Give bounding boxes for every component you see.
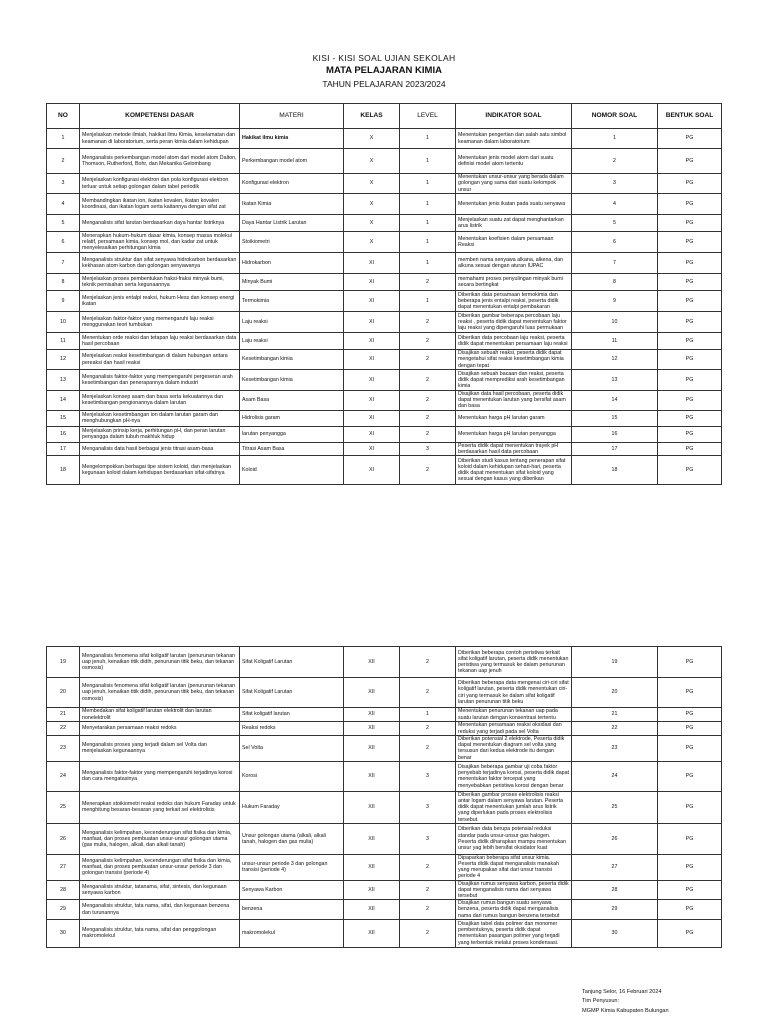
cell-indikator: Menentukan pengertian dan salah satu simbol keamanan dalam laboratorium	[456, 129, 572, 149]
cell-nomor: 9	[572, 291, 658, 312]
cell-kompetensi: Menjelaskan jenis entalpi reaksi, hukum Hess dan konsep energi ikatan	[80, 291, 240, 312]
cell-nomor: 25	[572, 791, 658, 823]
cell-kelas: XI	[344, 410, 400, 426]
cell-level: 1	[400, 129, 456, 149]
cell-indikator: Disajikan beberapa gambar uji coba faktor penyebab terjadinya korosi, peserta didik dapat menentukan faktor tercepat yang menyebabkan peristiwa korosi dengan benar	[456, 761, 572, 791]
cell-no: 12	[47, 350, 80, 370]
cell-materi: Laju reaksi	[240, 333, 344, 350]
cell-kelas: XII	[344, 647, 400, 678]
cell-bentuk: PG	[658, 391, 722, 411]
cell-kompetensi: Menjelaskan reaksi kesetimbangan di dalam hubungan antara pereaksi dan hasil reaksi	[80, 350, 240, 370]
cell-kompetensi: Menjelaskan faktor-faktor yang memengaruhi laju reaksi menggunakan teori tumbukan	[80, 312, 240, 333]
cell-indikator: Disajikan rumus bangun suatu senyawa benzena, peserta didik dapat menganalisis nama dari rumus bangun benzena tersebut	[456, 900, 572, 920]
cell-no: 27	[47, 854, 80, 880]
cell-kompetensi: Menganalisis struktur, tata nama, sifat, dan kegunaan benzena dan turunannya	[80, 900, 240, 920]
cell-indikator: Menentukan unsur-unsur yang berada dalam golongan yang sama dari suatu kelompok unsur	[456, 174, 572, 194]
kisi-table-page1	[46, 103, 722, 485]
cell-nomor: 4	[572, 194, 658, 215]
cell-materi: Asam Basa	[240, 391, 344, 411]
cell-materi: Korosi	[240, 761, 344, 791]
cell-nomor: 10	[572, 312, 658, 333]
cell-kompetensi: Menjelaskan kesetimbangan ion dalam larutan garam dan menghubungkan pH-nya	[80, 410, 240, 426]
cell-level: 1	[400, 194, 456, 215]
col-header-materi: MATERI	[240, 104, 344, 129]
cell-kelas: XI	[344, 391, 400, 411]
cell-materi: benzena	[240, 900, 344, 920]
cell-nomor: 19	[572, 647, 658, 678]
cell-no: 26	[47, 823, 80, 854]
cell-materi: unsur-unsur periode 3 dan golongan transisi (periode 4)	[240, 854, 344, 880]
table-header-row	[47, 104, 722, 129]
cell-materi: makromolekul	[240, 919, 344, 947]
cell-kelas: XI	[344, 312, 400, 333]
cell-kelas: XII	[344, 736, 400, 762]
table-row	[47, 678, 722, 708]
cell-kelas: X	[344, 215, 400, 232]
cell-no: 13	[47, 370, 80, 391]
cell-no: 22	[47, 722, 80, 736]
cell-kompetensi: Menganalisis faktor-faktor yang mempengaruhi pergeseran arah kesetimbangan dan penerapannya dalam industri	[80, 370, 240, 391]
cell-level: 2	[400, 854, 456, 880]
cell-bentuk: PG	[658, 880, 722, 900]
table-row	[47, 149, 722, 174]
cell-level: 1	[400, 174, 456, 194]
cell-no: 11	[47, 333, 80, 350]
cell-kelas: X	[344, 149, 400, 174]
cell-nomor: 7	[572, 253, 658, 274]
col-header-nomor: NOMOR SOAL	[572, 104, 658, 129]
cell-no: 28	[47, 880, 80, 900]
cell-level: 2	[400, 678, 456, 708]
cell-kelas: XI	[344, 274, 400, 291]
cell-bentuk: PG	[658, 708, 722, 722]
cell-nomor: 13	[572, 370, 658, 391]
cell-kelas: XII	[344, 722, 400, 736]
cell-indikator: Menentukan persamaan reaksi oksidasi dan reduksi yang terjadi pada sel Volta	[456, 722, 572, 736]
cell-level: 3	[400, 761, 456, 791]
cell-level: 2	[400, 426, 456, 442]
cell-indikator: Menentukan jenis model atom dari suatu definisi model atom tertentu	[456, 149, 572, 174]
cell-kompetensi: Menganalisis fenomena sifat koligatif larutan (penurunan tekanan uap jenuh, kenaikan titik didih, penurunan titik beku, dan tekanan osmosis)	[80, 647, 240, 678]
table-row	[47, 722, 722, 736]
cell-level: 2	[400, 312, 456, 333]
cell-level: 2	[400, 370, 456, 391]
cell-level: 1	[400, 232, 456, 253]
cell-nomor: 6	[572, 232, 658, 253]
cell-kelas: XI	[344, 426, 400, 442]
table-row	[47, 174, 722, 194]
cell-kelas: XII	[344, 761, 400, 791]
cell-nomor: 27	[572, 854, 658, 880]
col-header-kelas: KELAS	[344, 104, 400, 129]
cell-indikator: Diberikan potensial 2 elektrode, Peserta didik dapat menentukan diagram sel volta yang tersusun dari kedua elektrode itu dengan benar	[456, 736, 572, 762]
table-row	[47, 900, 722, 920]
table-row	[47, 761, 722, 791]
cell-materi: Perkembangan model atom	[240, 149, 344, 174]
cell-materi: Sifat koligatif larutan	[240, 708, 344, 722]
cell-level: 3	[400, 442, 456, 455]
cell-nomor: 28	[572, 880, 658, 900]
cell-nomor: 18	[572, 456, 658, 485]
cell-indikator: Diberikan data persamaan termokimia dan beberapa jenis entalpi reaksi, peserta didik dapat menentukan entalpi pembakaran	[456, 291, 572, 312]
doc-title-subject: MATA PELAJARAN KIMIA	[326, 65, 442, 76]
cell-kompetensi: Menganalisis fenomena sifat koligatif larutan (penurunan tekanan uap jenuh, kenaikan titik didih, penurunan titik beku, dan tekanan osmosis)	[80, 678, 240, 708]
cell-bentuk: PG	[658, 456, 722, 485]
cell-indikator: Disajikan sebuah reaksi, peserta didik dapat mengetahui sifat reaksi kesetimbangan kimia dengan tepat	[456, 350, 572, 370]
kisi-table-page2	[46, 646, 722, 948]
table-row	[47, 253, 722, 274]
cell-no: 4	[47, 194, 80, 215]
table-row	[47, 456, 722, 485]
cell-materi: Minyak Bumi	[240, 274, 344, 291]
table-row	[47, 232, 722, 253]
cell-materi: Hukum Faraday	[240, 791, 344, 823]
cell-indikator: Menentukan koefisien dalam persamaan Reaksi	[456, 232, 572, 253]
cell-materi: Kesetimbangan kimia	[240, 370, 344, 391]
table-row	[47, 919, 722, 947]
cell-no: 16	[47, 426, 80, 442]
cell-indikator: Diberikan studi kasus tentang penerapan sifat koloid dalam kehidupan sehari-hari, peserta didik dapat menentukan sifat koloid yang sesuai dengan kasus yang diberikan	[456, 456, 572, 485]
cell-nomor: 12	[572, 350, 658, 370]
cell-materi: Hidrolisis garam	[240, 410, 344, 426]
table-row	[47, 708, 722, 722]
cell-indikator: Menentukan harga pH larutan penyangga	[456, 426, 572, 442]
table-row	[47, 370, 722, 391]
cell-bentuk: PG	[658, 900, 722, 920]
table-row	[47, 854, 722, 880]
cell-bentuk: PG	[658, 174, 722, 194]
cell-bentuk: PG	[658, 791, 722, 823]
table-row	[47, 823, 722, 854]
cell-no: 24	[47, 761, 80, 791]
col-header-bentuk: BENTUK SOAL	[658, 104, 722, 129]
cell-materi: Konfigurasi elektron	[240, 174, 344, 194]
cell-no: 30	[47, 919, 80, 947]
cell-kelas: XII	[344, 823, 400, 854]
col-header-kompetensi: KOMPETENSI DASAR	[80, 104, 240, 129]
cell-kelas: XII	[344, 678, 400, 708]
col-header-indikator: INDIKATOR SOAL	[456, 104, 572, 129]
cell-bentuk: PG	[658, 410, 722, 426]
cell-no: 18	[47, 456, 80, 485]
cell-indikator: Dipaparkan beberapa sifat unsur kimia. Peserta didik dapat menganalisis manakah yang merupakan sifat dari unsur transisi periode 4	[456, 854, 572, 880]
cell-bentuk: PG	[658, 274, 722, 291]
cell-materi: Reaksi redoks	[240, 722, 344, 736]
cell-indikator: Diberikan data berupa potensial reduksi standar pada unsur-unsur gas halogen. Peserta didik diharapkan mampu menentukan unsur yag lebih bersifat oksidator kuat	[456, 823, 572, 854]
cell-level: 2	[400, 456, 456, 485]
cell-materi: Laju reaksi	[240, 312, 344, 333]
table-row	[47, 391, 722, 411]
table-row	[47, 791, 722, 823]
cell-materi: Koloid	[240, 456, 344, 485]
cell-indikator: Menentukan penurunan tekanan uap pada suatu larutan dengan konsentrasi tertentu	[456, 708, 572, 722]
cell-nomor: 1	[572, 129, 658, 149]
cell-no: 25	[47, 791, 80, 823]
cell-bentuk: PG	[658, 129, 722, 149]
cell-nomor: 26	[572, 823, 658, 854]
cell-kompetensi: Menentukan orde reaksi dan tetapan laju reaksi berdasarkan data hasil percobaan	[80, 333, 240, 350]
table-row	[47, 129, 722, 149]
cell-level: 1	[400, 215, 456, 232]
cell-kompetensi: Menganalisis struktur, tata nama, sifat dan penggolongan makromolekul	[80, 919, 240, 947]
cell-nomor: 20	[572, 678, 658, 708]
doc-title-line1: KISI - KISI SOAL UJIAN SEKOLAH	[312, 53, 456, 63]
cell-nomor: 21	[572, 708, 658, 722]
cell-indikator: Diberikan beberapa contoh peristiwa terkait sifat koligatif larutan, peserta didik menentukan peristiwa yang termasuk ke dalam penurunan tekanan uap jenuh	[456, 647, 572, 678]
table-row	[47, 333, 722, 350]
cell-no: 20	[47, 678, 80, 708]
cell-kompetensi: Menjelaskan proses pembentukan fraksi-fraksi minyak bumi, teknik pemisahan serta kegunaannya	[80, 274, 240, 291]
cell-nomor: 30	[572, 919, 658, 947]
cell-nomor: 29	[572, 900, 658, 920]
cell-indikator: Disajikan data hasil percobaan, peserta didik dapat menentukan larutan yang bersifat asam dan basa	[456, 391, 572, 411]
cell-no: 19	[47, 647, 80, 678]
doc-title-year: TAHUN PELAJARAN 2023/2024	[322, 79, 446, 89]
cell-nomor: 17	[572, 442, 658, 455]
cell-indikator: Diberikan gambar proses elektrolisis reaksi antar logam dalam senyawa larutan. Peserta didik dapat menentukan jumlah arus listrik yang diperlukan pada proses elektrolisis tersebut.	[456, 791, 572, 823]
cell-indikator: Menjelaskan suatu zat dapat menghantarkan arus listrik	[456, 215, 572, 232]
cell-kompetensi: Menjelaskan metode ilmiah, hakikat ilmu Kimia, keselamatan dan keamanan di laboratorium, serta peran kimia dalam kehidupan	[80, 129, 240, 149]
cell-indikator: Disajikan rumus senyawa karbon, peserta didik dapat menganalisis nama dari senyawa tersebut	[456, 880, 572, 900]
cell-bentuk: PG	[658, 678, 722, 708]
cell-level: 2	[400, 274, 456, 291]
cell-materi: Stoikiometri	[240, 232, 344, 253]
cell-no: 2	[47, 149, 80, 174]
cell-bentuk: PG	[658, 291, 722, 312]
cell-level: 2	[400, 736, 456, 762]
cell-kompetensi: Menganalisis kelimpahan, kecenderungan sifat fisika dan kimia, manfaat, dan proses pembuatan unsur-unsur golongan utama (gas mulia, halogen, alkali, dan alkali tanah)	[80, 823, 240, 854]
cell-materi: Kesetimbangan kimia	[240, 350, 344, 370]
cell-level: 2	[400, 900, 456, 920]
cell-kelas: XI	[344, 350, 400, 370]
cell-materi: Sel Volta	[240, 736, 344, 762]
cell-nomor: 14	[572, 391, 658, 411]
cell-bentuk: PG	[658, 312, 722, 333]
cell-kompetensi: Menganalisis struktur, tatanama, sifat, sintesis, dan kegunaan senyawa karbon	[80, 880, 240, 900]
cell-kompetensi: Menganalisis data hasil berbagai jenis titrasi asam-basa	[80, 442, 240, 455]
cell-bentuk: PG	[658, 823, 722, 854]
cell-bentuk: PG	[658, 647, 722, 678]
cell-nomor: 2	[572, 149, 658, 174]
cell-kelas: XII	[344, 919, 400, 947]
team-label: Tim Penyusun:	[582, 998, 620, 1005]
cell-materi: Daya Hantar Listrik Larutan	[240, 215, 344, 232]
cell-no: 3	[47, 174, 80, 194]
cell-indikator: Peserta didik dapat menentukan trayek pH berdasarkan hasil data percobaan	[456, 442, 572, 455]
cell-level: 2	[400, 647, 456, 678]
cell-bentuk: PG	[658, 253, 722, 274]
place-date: Tanjung Selor, 16 Februari 2024	[582, 989, 662, 995]
cell-nomor: 16	[572, 426, 658, 442]
cell-bentuk: PG	[658, 736, 722, 762]
cell-indikator: Disajikan tabel data polimer dan monomer pembentuknya, peserta didik dapat menentukan pasangan polimer yang terjadi yang terbentuk melalui proses kondensasi.	[456, 919, 572, 947]
cell-kelas: XII	[344, 900, 400, 920]
table-row	[47, 647, 722, 678]
cell-bentuk: PG	[658, 919, 722, 947]
cell-bentuk: PG	[658, 854, 722, 880]
cell-bentuk: PG	[658, 215, 722, 232]
cell-kompetensi: Menganalisis perkembangan model atom dari model atom Dalton, Thomson, Rutherford, Bohr, dan Mekanika Gelombang	[80, 149, 240, 174]
cell-materi: Sifat Koligatif Larutan	[240, 678, 344, 708]
document-header	[0, 52, 768, 90]
cell-bentuk: PG	[658, 761, 722, 791]
cell-level: 1	[400, 253, 456, 274]
cell-kelas: XI	[344, 333, 400, 350]
cell-bentuk: PG	[658, 370, 722, 391]
cell-bentuk: PG	[658, 194, 722, 215]
team-org: MGMP Kimia Kabupaten Bulungan	[582, 1007, 669, 1014]
cell-kompetensi: Mengelompokkan berbagai tipe sistem koloid, dan menjelaskan kegunaan koloid dalam kehidupan berdasarkan sifat-sifatnya	[80, 456, 240, 485]
cell-indikator: Diberikan gambar beberapa percobaan laju reaksi , peserta didik dapat menentukan faktor laju reaksi yang dipengaruhi luas permukaan	[456, 312, 572, 333]
cell-bentuk: PG	[658, 232, 722, 253]
cell-materi: Titrasi Asam Basa	[240, 442, 344, 455]
cell-kelas: X	[344, 129, 400, 149]
cell-kelas: XI	[344, 370, 400, 391]
cell-level: 1	[400, 149, 456, 174]
cell-materi: Hakikat ilmu kimia	[240, 129, 344, 149]
cell-indikator: Diberikan beberapa data mengenai ciri-ciri sifat koligatif larutan, peserta didik menentukan ciri-ciri yang termasuk ke dalam sifat koligatif larutan penurunan titik beku	[456, 678, 572, 708]
cell-kelas: XII	[344, 791, 400, 823]
cell-materi: Ikatan Kimia	[240, 194, 344, 215]
cell-level: 2	[400, 722, 456, 736]
cell-indikator: Diberikan data percobaan laju reaksi, peserta didik dapat menentukan persamaan laju reaksi	[456, 333, 572, 350]
cell-level: 1	[400, 708, 456, 722]
cell-kompetensi: Menerapkan hukum-hukum dasar kimia, konsep massa molekul relatif, persamaan kimia, konsep mol, dan kadar zat untuk menyelesaikan perhitungan kimia	[80, 232, 240, 253]
signature-block	[582, 988, 669, 1016]
cell-bentuk: PG	[658, 442, 722, 455]
cell-no: 8	[47, 274, 80, 291]
cell-indikator: memberi nama senyawa alkana, alkena, dan alkuna sesuai dengan aturan IUPAC	[456, 253, 572, 274]
cell-level: 2	[400, 391, 456, 411]
cell-indikator: Menentukan jenis ikatan pada suatu senyawa	[456, 194, 572, 215]
cell-kelas: XII	[344, 708, 400, 722]
col-header-no: NO	[47, 104, 80, 129]
cell-bentuk: PG	[658, 722, 722, 736]
cell-bentuk: PG	[658, 149, 722, 174]
cell-kelas: XI	[344, 442, 400, 455]
cell-indikator: Menentukan harga pH larutan garam	[456, 410, 572, 426]
table-row	[47, 194, 722, 215]
cell-kompetensi: Menjelaskan prinsip kerja, perhitungan pH, dan peran larutan penyangga dalam tubuh makhluk hidup	[80, 426, 240, 442]
cell-no: 7	[47, 253, 80, 274]
cell-kompetensi: Menerapkan stoikiometri reaksi redoks dan hukum Faraday untuk menghitung besaran-besaran yang terkait sel elektrolisis	[80, 791, 240, 823]
cell-kompetensi: Membedakan sifat koligatif larutan elektrolit dan larutan nonelektrolit	[80, 708, 240, 722]
cell-materi: Hidrokarbon	[240, 253, 344, 274]
cell-level: 2	[400, 350, 456, 370]
cell-kompetensi: Menganalisis proses yang terjadi dalam sel Volta dan menjelaskan kegunaannya	[80, 736, 240, 762]
cell-materi: Sifat Koligatif Larutan	[240, 647, 344, 678]
cell-nomor: 5	[572, 215, 658, 232]
table-row	[47, 215, 722, 232]
table-row	[47, 426, 722, 442]
cell-level: 1	[400, 291, 456, 312]
cell-materi: larutan penyangga	[240, 426, 344, 442]
cell-no: 6	[47, 232, 80, 253]
cell-indikator: Disajikan sebuah bacaan dan reaksi, peserta didik dapat memprediksi arah kesetimbangan kimia	[456, 370, 572, 391]
col-header-level: LEVEL	[400, 104, 456, 129]
cell-kelas: X	[344, 232, 400, 253]
cell-kompetensi: Menganalisis sifat larutan berdasarkan daya hantar listriknya	[80, 215, 240, 232]
cell-nomor: 15	[572, 410, 658, 426]
table-row	[47, 312, 722, 333]
cell-no: 23	[47, 736, 80, 762]
cell-nomor: 22	[572, 722, 658, 736]
cell-no: 5	[47, 215, 80, 232]
cell-level: 2	[400, 880, 456, 900]
cell-no: 21	[47, 708, 80, 722]
table-row	[47, 442, 722, 455]
table-row	[47, 274, 722, 291]
cell-kompetensi: Menyetarakan persamaan reaksi redoks	[80, 722, 240, 736]
table-row	[47, 410, 722, 426]
cell-kelas: X	[344, 174, 400, 194]
cell-no: 29	[47, 900, 80, 920]
cell-materi: Senyawa Karbon	[240, 880, 344, 900]
cell-bentuk: PG	[658, 333, 722, 350]
table-row	[47, 291, 722, 312]
cell-kelas: XI	[344, 253, 400, 274]
cell-bentuk: PG	[658, 426, 722, 442]
cell-materi: Termokimia	[240, 291, 344, 312]
cell-nomor: 3	[572, 174, 658, 194]
cell-level: 3	[400, 823, 456, 854]
table-row	[47, 736, 722, 762]
cell-kelas: XI	[344, 291, 400, 312]
cell-kompetensi: Menjelaskan konfigurasi elektron dan pola konfigurasi elektron terluar untuk setiap golongan dalam tabel periodik	[80, 174, 240, 194]
cell-kelas: XI	[344, 456, 400, 485]
cell-no: 1	[47, 129, 80, 149]
cell-kelas: XII	[344, 854, 400, 880]
cell-level: 3	[400, 791, 456, 823]
cell-level: 2	[400, 919, 456, 947]
cell-kelas: X	[344, 194, 400, 215]
cell-nomor: 11	[572, 333, 658, 350]
cell-nomor: 23	[572, 736, 658, 762]
cell-level: 2	[400, 333, 456, 350]
cell-kompetensi: Membandingkan ikatan ion, ikatan kovalen, ikatan kovalen koordinasi, dan ikatan logam serta kaitannya dengan sifat zat	[80, 194, 240, 215]
cell-no: 17	[47, 442, 80, 455]
cell-no: 9	[47, 291, 80, 312]
cell-kompetensi: Menganalisis kelimpahan, kecenderungan sifat fisika dan kimia, manfaat, dan proses pembuatan unsur-unsur periode 3 dan golongan transisi (periode 4)	[80, 854, 240, 880]
cell-no: 14	[47, 391, 80, 411]
cell-kelas: XII	[344, 880, 400, 900]
cell-nomor: 8	[572, 274, 658, 291]
cell-indikator: memahami proses penyulingan minyak bumi secara bertingkat	[456, 274, 572, 291]
table-row	[47, 350, 722, 370]
cell-nomor: 24	[572, 761, 658, 791]
cell-materi: Unsur golongan utama (alkali, alkali tanah, halogen dan gas mulia)	[240, 823, 344, 854]
cell-no: 15	[47, 410, 80, 426]
cell-no: 10	[47, 312, 80, 333]
cell-bentuk: PG	[658, 350, 722, 370]
table-row	[47, 880, 722, 900]
cell-kompetensi: Menganalisis faktor-faktor yang mempengaruhi terjadinya korosi dan cara mengatasinya	[80, 761, 240, 791]
cell-level: 2	[400, 410, 456, 426]
cell-kompetensi: Menganalisis struktur dan sifat senyawa hidrokarbon berdasarkan kekhasan atom karbon dan golongan senyawanya	[80, 253, 240, 274]
cell-kompetensi: Menjelaskan konsep asam dan basa serta kekuatannya dan kesetimbangan pengionannya dalam larutan	[80, 391, 240, 411]
